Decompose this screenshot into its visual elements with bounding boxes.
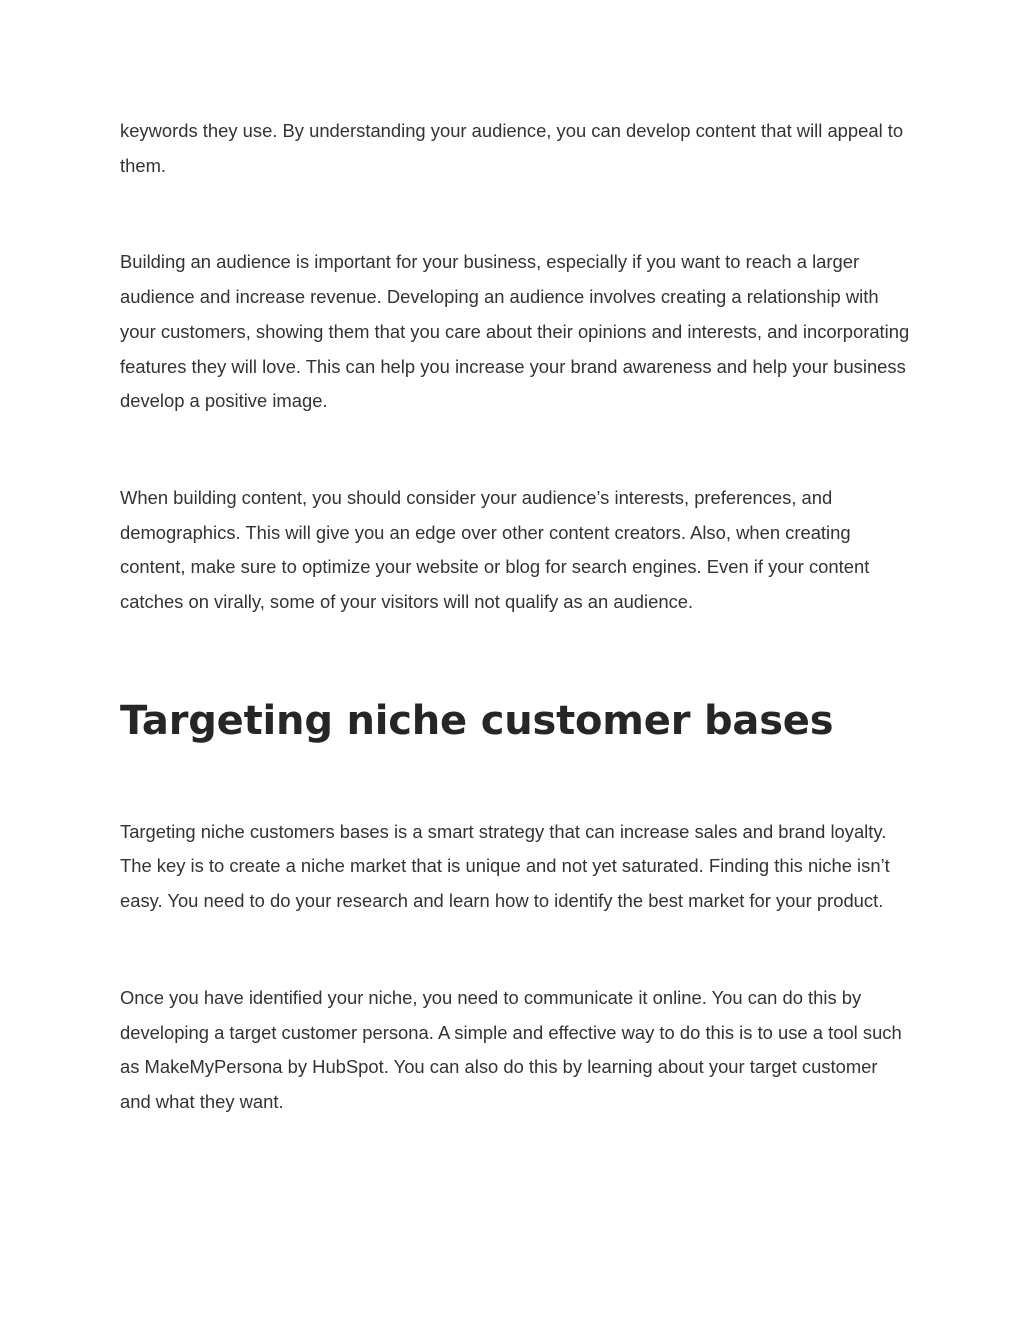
body-paragraph: Building an audience is important for your business, especially if you want to reach a larger audience and increase revenue. Developing an audience involves creating a relationship with your customers, showing them that you care about their opinions and interests, and incorporating features they will love. This can help you increase your brand awareness and help your business develop a positive image. <box>120 251 910 412</box>
document-page <box>120 114 910 1120</box>
body-paragraph: Targeting niche customers bases is a smart strategy that can increase sales and brand loyalty. The key is to create a niche market that is unique and not yet saturated. Finding this niche isn’t easy. You need to do your research and learn how to identify the best market for your product. <box>120 820 890 912</box>
body-paragraph: When building content, you should consider your audience’s interests, preferences, and demographics. This will give you an edge over other content creators. Also, when creating content, make sure to optimize your website or blog for search engines. Even if your content catches on virally, some of your visitors will not qualify as an audience. <box>120 486 870 613</box>
section-heading: Targeting niche customer bases <box>120 697 834 744</box>
body-paragraph: keywords they use. By understanding your audience, you can develop content that will appeal to them. <box>120 120 904 176</box>
body-paragraph: Once you have identified your niche, you need to communicate it online. You can do this by developing a target customer persona. A simple and effective way to do this is to use a tool such as MakeMyPersona by HubSpot. You can also do this by learning about your target customer and what they want. <box>120 986 902 1112</box>
